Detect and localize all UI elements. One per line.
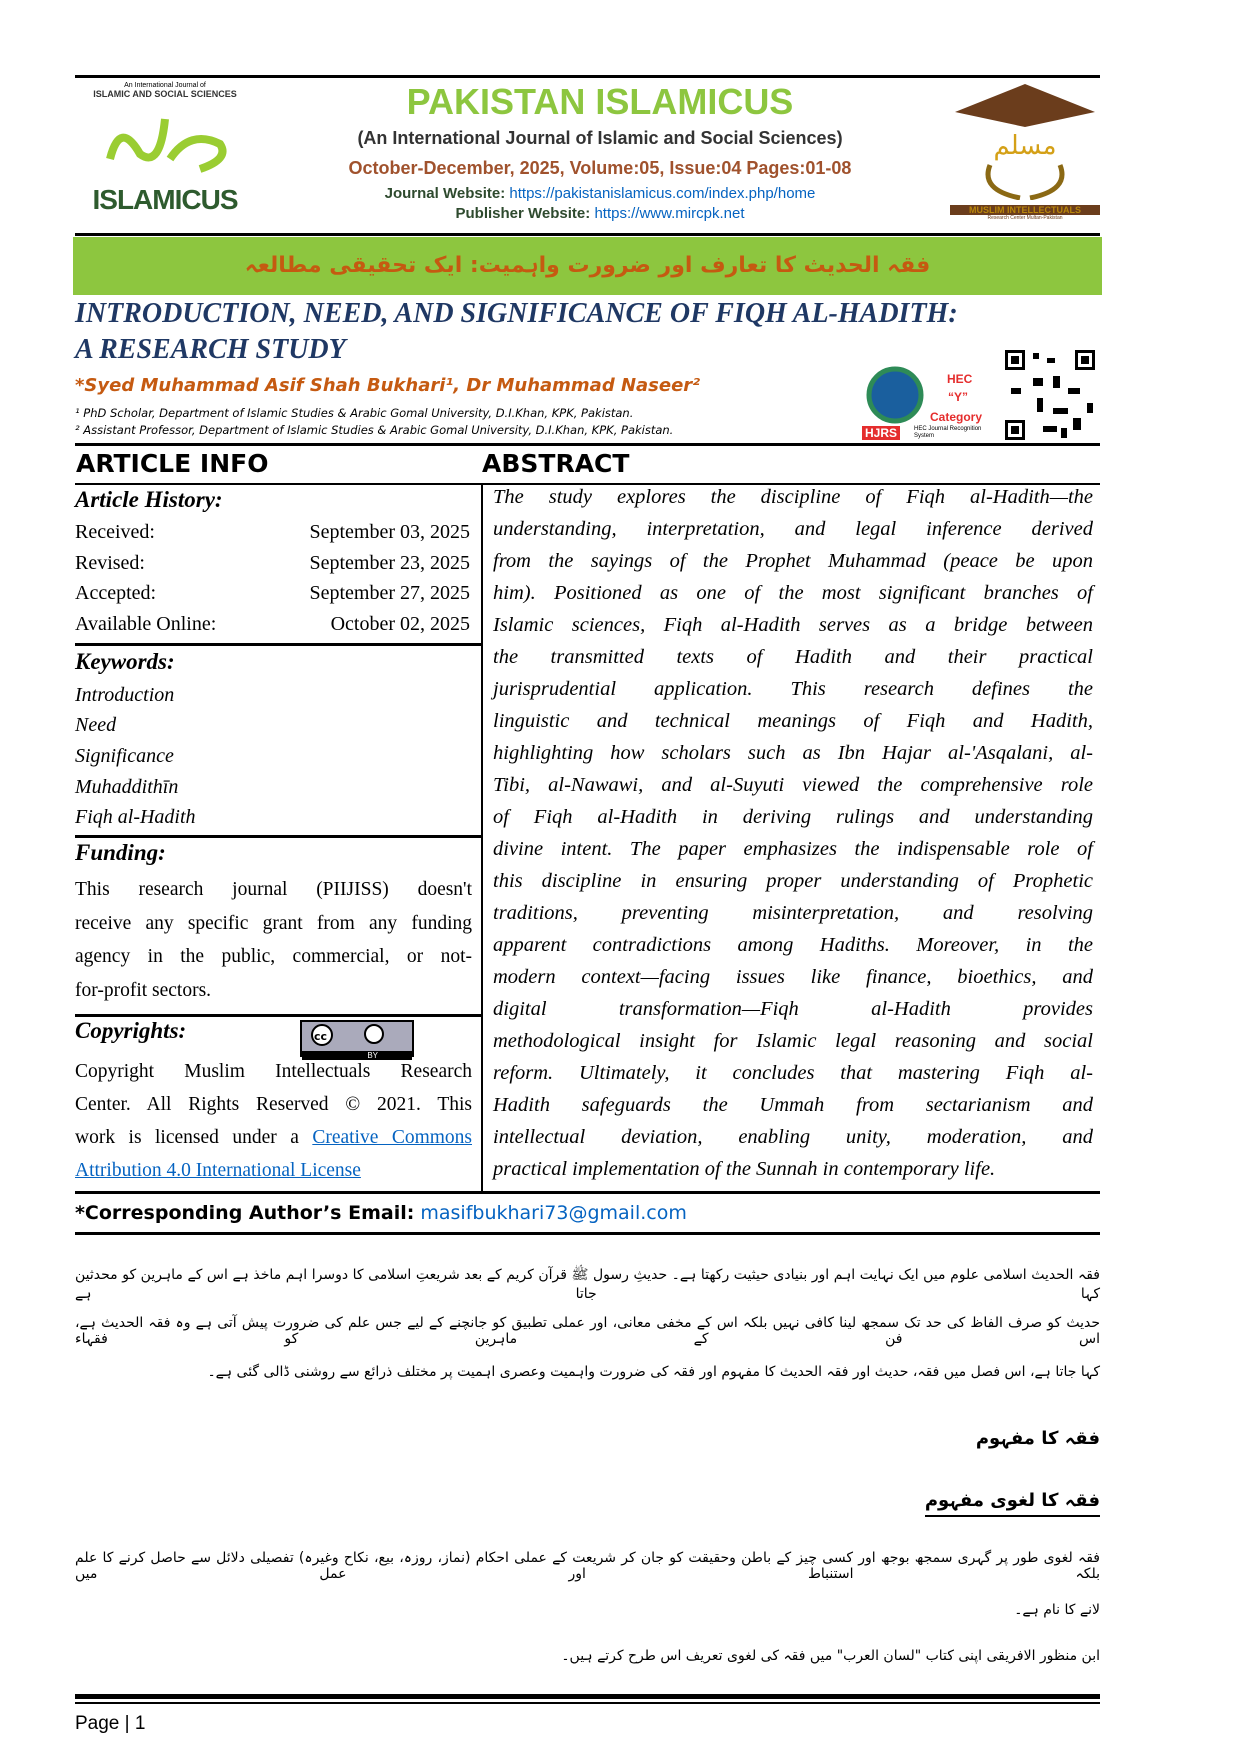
abstract-heading: ABSTRACT [482, 449, 630, 478]
article-title-line1: INTRODUCTION, NEED, AND SIGNIFICANCE OF FIQH AL-HADITH: [75, 298, 958, 329]
history-label: Received: [75, 521, 155, 543]
body-paragraph-line: حدیث کو صرف الفاظ کی حد تک سمجھ لینا کافی نہیں بلکہ اس کے مخفی معانی، اور عملی تطبیق کو جانچنے کے لیے جس علم کی ضرورت پیش آتی ہے وہ فقہ الحدیث ہے، اس فن کے ماہرین کو فقہاء [75, 1315, 1100, 1347]
license-text: work is licensed under a [75, 1127, 313, 1148]
history-date: September 03, 2025 [309, 521, 470, 543]
logo-right-word: مسلم [993, 131, 1057, 161]
abstract-line: him). Positioned as one of the most significant branches of [493, 582, 1093, 604]
logo-caption: ISLAMIC AND SOCIAL SCIENCES [93, 89, 237, 99]
y-category: “Y” [948, 390, 969, 404]
divider [75, 835, 482, 838]
copyright-text: Copyright Muslim Intellectuals Research [75, 1061, 472, 1082]
issue-info: October-December, 2025, Volume:05, Issue:04 Pages:01-08 [348, 158, 852, 178]
history-row-accepted [75, 582, 470, 605]
history-date: September 23, 2025 [309, 552, 470, 574]
license-link[interactable]: Creative Commons [312, 1127, 472, 1148]
hec-logo-icon [860, 360, 930, 430]
laurel-icon [975, 160, 1075, 200]
abstract-line: jurisprudential application. This research defines the [493, 678, 1093, 700]
body-paragraph-line: ابن منظور الافریقی اپنی کتاب "لسان العرب" میں فقہ کی لغوی تعریف اس طرح کرتے ہیں۔ [561, 1648, 1100, 1664]
hec-label: HEC [947, 372, 973, 386]
keyword: Need [75, 714, 117, 736]
hjrs-label: HJRS [862, 426, 900, 440]
divider [75, 1014, 482, 1017]
abstract-line: apparent contradictions among Hadiths. Moreover, in the [493, 934, 1093, 956]
journal-website-link[interactable]: https://pakistanislamicus.com/index.php/home [509, 185, 816, 202]
keyword: Fiqh al-Hadith [75, 806, 196, 828]
journal-masthead [250, 80, 950, 224]
svg-text:cc: cc [314, 1030, 328, 1043]
publisher-website-label: Publisher Website: [455, 205, 591, 222]
article-info-heading: ARTICLE INFO [76, 449, 269, 478]
funding-text: This research journal (PIIJISS) doesn't [75, 879, 472, 900]
logo-left [80, 82, 250, 232]
abstract-line: this discipline in ensuring proper understanding of Prophetic [493, 870, 1093, 892]
section-bottom-rule [75, 1191, 1100, 1194]
abstract-line: of Fiqh al-Hadith in deriving rulings and understanding [493, 806, 1093, 828]
journal-name: PAKISTAN ISLAMICUS [406, 81, 794, 122]
body-paragraph-line: لانے کا نام ہے۔ [1014, 1602, 1100, 1618]
body-paragraph-line: فقہ لغوی طور پر گہری سمجھ بوجھ اور کسی چیز کے باطن وحقیقت کو جان کر شریعت کے عملی احکام (نماز، روزہ، بیع، نکاح وغیرہ) تفصیلی دلائل سے حاصل کرنے کا علم بلکہ استنباط اور عمل میں [75, 1550, 1100, 1582]
authors: *Syed Muhammad Asif Shah Bukhari¹, Dr Muhammad Naseer² [75, 375, 701, 396]
body-paragraph-line: فقہ الحدیث اسلامی علوم میں ایک نہایت اہم اور بنیادی حیثیت رکھتا ہے۔ حدیثِ رسول ﷺ قرآن کریم کے بعد شریعتِ اسلامی کا دوسرا اہم ماخذ ہے اس کے ماہرین کو محدثین کہا جاتا ہے [75, 1267, 1100, 1302]
abstract-line: methodological insight for Islamic legal reasoning and social [493, 1030, 1093, 1052]
history-label: Accepted: [75, 582, 157, 604]
abstract-line: from the sayings of the Prophet Muhammad (peace be upon [493, 550, 1093, 572]
urdu-title: فقہ الحدیث کا تعارف اور ضرورت واہمیت: ایک تحقیقی مطالعہ [244, 253, 931, 278]
page-number: Page | 1 [75, 1713, 146, 1734]
abstract-line: understanding, interpretation, and legal inference derived [493, 518, 1093, 540]
info-rule [75, 443, 1100, 446]
subsection-heading-text: فقہ کا لغوی مفہوم [925, 1490, 1100, 1517]
section-heading: فقہ کا مفہوم [975, 1428, 1100, 1449]
abstract-line: highlighting how scholars such as Ibn Hajar al-'Asqalani, al- [493, 742, 1093, 764]
funding-text: receive any specific grant from any funding [75, 913, 472, 934]
history-label: Revised: [75, 552, 145, 574]
graduation-cap-icon [950, 82, 1100, 127]
article-history-heading: Article History: [75, 487, 223, 512]
affiliation-1: ¹ PhD Scholar, Department of Islamic Studies & Arabic Gomal University, D.I.Khan, KPK, Pakistan. [75, 406, 634, 420]
history-row-revised [75, 552, 470, 575]
section-rule [75, 483, 1100, 485]
cc-by-badge[interactable] [300, 1020, 414, 1060]
subsection-heading [75, 1490, 1100, 1511]
journal-subtitle: (An International Journal of Islamic and Social Sciences) [357, 128, 843, 148]
funding-heading: Funding: [75, 840, 166, 865]
column-divider [481, 483, 483, 1193]
funding-text: for-profit sectors. [75, 980, 212, 1001]
header-rule [75, 233, 1100, 236]
license-link[interactable]: Attribution 4.0 International License [75, 1160, 361, 1181]
email-label: *Corresponding Author’s Email: [75, 1202, 415, 1224]
body-paragraph-line: کہا جاتا ہے، اس فصل میں فقہ، حدیث اور فقہ الحدیث کا مفہوم اور فقہ کی ضرورت واہمیت وعصری اہمیت پر مختلف ذرائع سے روشنی ڈالی گئی ہے۔ [207, 1364, 1100, 1380]
history-row-received [75, 521, 470, 544]
abstract-line: divine intent. The paper emphasizes the indispensable role of [493, 838, 1093, 860]
history-date: September 27, 2025 [309, 582, 470, 604]
urdu-title-bar [73, 237, 1102, 295]
journal-website-label: Journal Website: [384, 185, 506, 202]
keyword: Introduction [75, 684, 175, 706]
copyrights-heading: Copyrights: [75, 1018, 187, 1043]
logo-word: ISLAMICUS [92, 184, 238, 215]
abstract-line: Hadith safeguards the Ummah from sectarianism and [493, 1094, 1093, 1116]
hec-badge [860, 360, 1000, 442]
abstract-line: digital transformation—Fiqh al-Hadith provides [493, 998, 1093, 1020]
divider [75, 643, 482, 646]
logo-right [950, 82, 1100, 232]
abstract-line: traditions, preventing misinterpretation, and resolving [493, 902, 1093, 924]
keyword: Significance [75, 745, 174, 767]
funding-text: agency in the public, commercial, or not- [75, 946, 472, 967]
hjrs-caption: HEC Journal Recognition System [914, 426, 982, 439]
abstract-line: modern context—facing issues like finance, bioethics, and [493, 966, 1093, 988]
keywords-heading: Keywords: [75, 649, 175, 674]
abstract-line: linguistic and technical meanings of Fiqh and Hadith, [493, 710, 1093, 732]
cc-icon [302, 1022, 412, 1046]
copyright-text: Center. All Rights Reserved © 2021. This [75, 1094, 472, 1115]
affiliation-2: ² Assistant Professor, Department of Islamic Studies & Arabic Gomal University, D.I.Khan, KPK, Pakistan. [75, 423, 674, 437]
abstract-line: Tibi, al-Nawawi, and al-Suyuti viewed the comprehensive role [493, 774, 1093, 796]
email-link[interactable]: masifbukhari73@gmail.com [420, 1202, 687, 1224]
article-title-line2: A RESEARCH STUDY [75, 334, 346, 365]
category-label: Category [930, 410, 983, 424]
logo-caption-small: An International Journal of [124, 82, 206, 89]
footer-rule-thick [75, 1694, 1100, 1699]
footer-rule-thin [75, 1702, 1100, 1704]
abstract-line: the transmitted texts of Hadith and their practical [493, 646, 1093, 668]
logo-right-caption: MUSLIM INTELLECTUALS [950, 205, 1100, 215]
corresponding-email [75, 1202, 1100, 1224]
abstract-line: The study explores the discipline of Fiqh al-Hadith—the [493, 486, 1093, 508]
history-label: Available Online: [75, 613, 217, 635]
abstract-line: intellectual deviation, enabling unity, moderation, and [493, 1126, 1093, 1148]
keyword: Muhaddithīn [75, 776, 179, 798]
email-rule [75, 1232, 1100, 1235]
abstract-line: reform. Ultimately, it concludes that mastering Fiqh al- [493, 1062, 1093, 1084]
calligraphy-icon [90, 99, 240, 179]
history-row-online [75, 613, 470, 636]
history-date: October 02, 2025 [330, 613, 470, 635]
qr-code-icon[interactable] [1003, 348, 1097, 442]
publisher-website-link[interactable]: https://www.mircpk.net [594, 205, 745, 222]
abstract-line: practical implementation of the Sunnah in contemporary life. [493, 1158, 996, 1180]
logo-right-subcaption: Research Center Multan-Pakistan [987, 215, 1063, 221]
top-rule [75, 75, 1100, 78]
abstract-line: Islamic sciences, Fiqh al-Hadith serves as a bridge between [493, 614, 1093, 636]
cc-by-label: BY [302, 1051, 412, 1060]
